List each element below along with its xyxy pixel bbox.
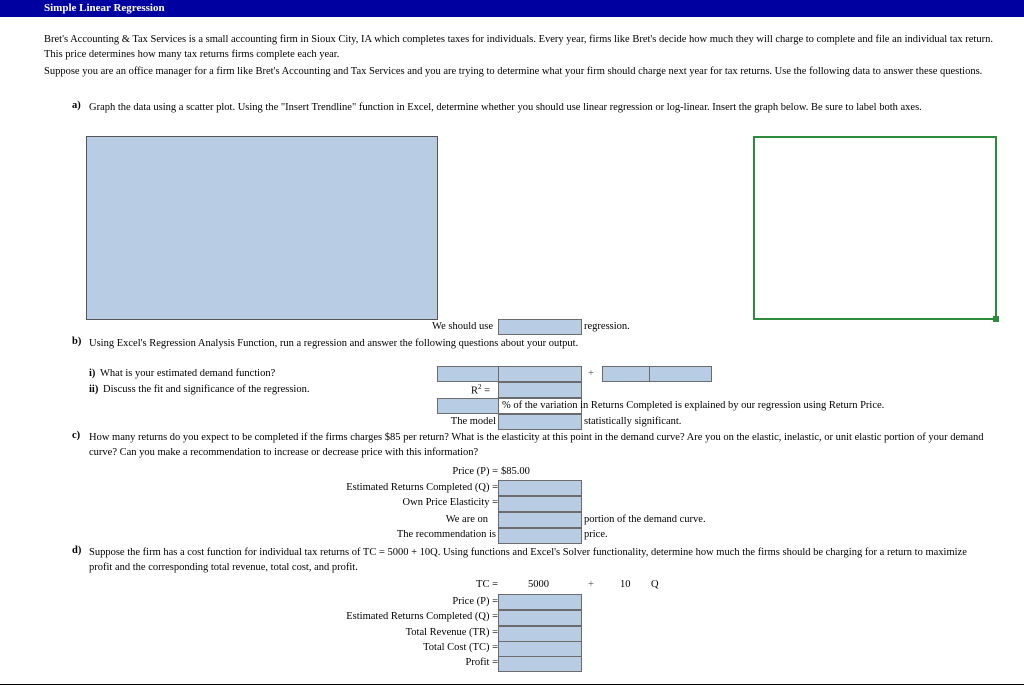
part-b-ii-text: Discuss the fit and significance of the regression. — [103, 384, 310, 395]
regression-type-cell[interactable] — [498, 319, 582, 335]
tc-label: TC = — [476, 579, 498, 590]
title-bar — [0, 0, 1024, 17]
part-b-i-text: What is your estimated demand function? — [100, 368, 276, 379]
price-label-c: Price (P) = — [452, 466, 498, 477]
profit-cell[interactable] — [498, 656, 582, 672]
erc-cell-d[interactable] — [498, 610, 582, 626]
part-b-ii-label: ii) — [89, 384, 99, 395]
price-value-c: $85.00 — [501, 466, 530, 477]
part-c-letter: c) — [72, 430, 81, 441]
erc-label-c: Estimated Returns Completed (Q) = — [346, 482, 498, 493]
demand-slope-cell[interactable] — [602, 366, 650, 382]
plus-sign: + — [588, 368, 594, 379]
profit-label: Profit = — [465, 657, 498, 668]
tr-label: Total Revenue (TR) = — [405, 627, 498, 638]
pct-variation-text: % of the variation in Returns Completed is explained by our regression using Return Price. — [502, 400, 885, 411]
part-c-text: How many returns do you expect to be completed if the firms charges $85 per return? What is the elasticity at this point in the demand curve? Are you on the elastic, inelastic, or unit elastic portion of your demand curve? Can you make a recommendation to increase or decrease price with this information? — [89, 432, 984, 458]
part-d-letter: d) — [72, 545, 82, 556]
sheet-title: Simple Linear Regression — [44, 2, 165, 14]
regression-label: regression. — [584, 321, 630, 332]
demand-intercept-cell[interactable] — [437, 366, 499, 382]
elasticity-portion-cell[interactable] — [498, 512, 582, 528]
model-significance-cell[interactable] — [498, 414, 582, 430]
r-squared-label: $R^2$ = — [471, 383, 491, 397]
chart-placeholder-selected[interactable] — [753, 136, 997, 320]
part-d-text: Suppose the firm has a cost function for individual tax returns of TC = 5000 + 10Q. Using functions and Excel's Solver functionality, determine how much the firms should be charging for a return to maximize profit and the corresponding total revenue, total cost, and profit. — [89, 547, 967, 573]
recommendation-label: The recommendation is — [396, 529, 496, 540]
we-should-use-label: We should use — [432, 321, 493, 332]
chart-placeholder-blue[interactable] — [86, 136, 438, 320]
tc-fixed-value: 5000 — [528, 579, 549, 590]
price-label-d: Price (P) = — [452, 596, 498, 607]
part-a-letter: a) — [72, 100, 81, 111]
tc-variable-value: 10 — [620, 579, 631, 590]
the-model-label: The model — [450, 416, 496, 427]
portion-text: portion of the demand curve. — [584, 514, 706, 525]
pct-variation-cell[interactable] — [437, 398, 499, 414]
part-b-i-label: i) — [89, 368, 96, 379]
price-cell-d[interactable] — [498, 594, 582, 610]
erc-label-d: Estimated Returns Completed (Q) = — [346, 611, 498, 622]
price-word: price. — [584, 529, 608, 540]
intro-paragraph-2: Suppose you are an office manager for a firm like Bret's Accounting and Tax Services and you are trying to determine what your firm should charge next year for tax returns. Use the following data to answer these questions. — [44, 66, 983, 77]
part-b-text: Using Excel's Regression Analysis Function, run a regression and answer the following questions about your output. — [89, 338, 579, 349]
ope-cell[interactable] — [498, 496, 582, 512]
tc-q-label: Q — [651, 579, 659, 590]
tc-plus-sign: + — [588, 579, 594, 590]
demand-coef-cell[interactable] — [498, 366, 582, 382]
ope-label: Own Price Elasticity = — [402, 497, 498, 508]
resize-handle[interactable] — [993, 316, 999, 322]
r-squared-cell[interactable] — [498, 382, 582, 398]
intro-paragraph-1: Bret's Accounting & Tax Services is a small accounting firm in Sioux City, IA which completes taxes for individuals. Every year, firms like Bret's decide how much they will charge to complete and file an individual tax return. This price determines how many tax returns firms complete each year. — [44, 34, 993, 60]
recommendation-cell[interactable] — [498, 528, 582, 544]
demand-var-cell[interactable] — [649, 366, 712, 382]
part-b-letter: b) — [72, 336, 82, 347]
stat-significant-text: statistically significant. — [584, 416, 682, 427]
tr-cell[interactable] — [498, 626, 582, 642]
erc-cell-c[interactable] — [498, 480, 582, 496]
tc-cell[interactable] — [498, 641, 582, 657]
tc2-label: Total Cost (TC) = — [423, 642, 498, 653]
part-a-text: Graph the data using a scatter plot. Using the "Insert Trendline" function in Excel, determine whether you should use linear regression or log-linear. Insert the graph below. Be sure to label both axes. — [89, 102, 922, 113]
we-are-on-label: We are on — [445, 514, 488, 525]
